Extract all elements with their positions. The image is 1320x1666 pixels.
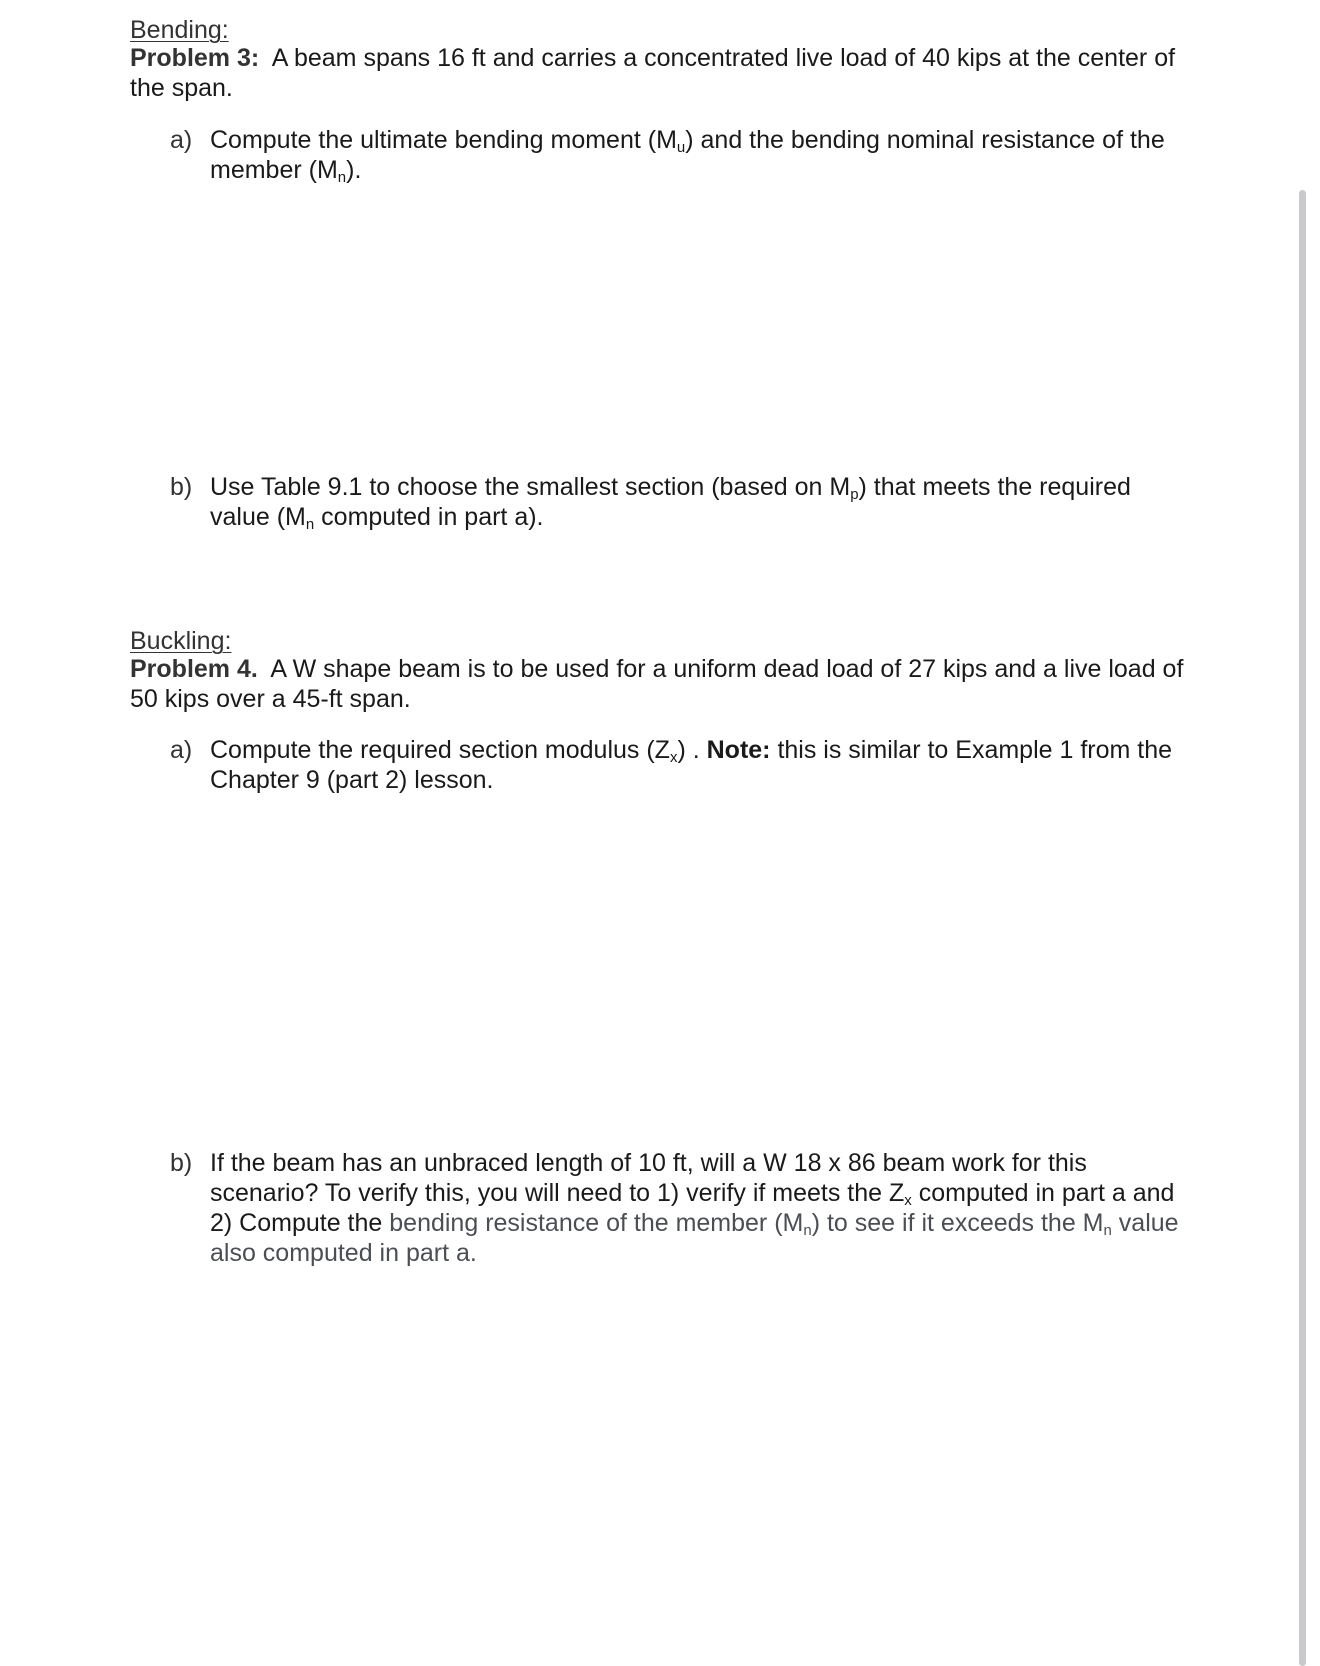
problem-3-part-a-text: Compute the ultimate bending moment $(M_u)$ and the bending nominal resistance of the member $(M_n)$. — [210, 126, 1165, 186]
problem-4-statement — [130, 654, 1190, 714]
part-b-label: b) — [170, 1149, 193, 1177]
problem-4-part-a-text: Compute the required section modulus $(Z_x)$ . Note: this is similar to Example 1 from the Chapter 9 (part 2) lesson. — [210, 736, 1173, 794]
problem-4-label: Problem 4. — [130, 655, 258, 683]
problem-4-part-a — [170, 735, 1190, 795]
part-a-label: a) — [170, 736, 193, 764]
problem-3-statement — [130, 43, 1190, 103]
problem-4-part-b-text: If the beam has an unbraced length of 10 ft, will a W 18 x 86 beam work for this scenario? To verify this, you will need to 1) verify if meets the $Z_x$ computed in part a and 2) Compute the bending resistance of the member $(M_n)$ to see if it exceeds the $M_n$ value also computed in part a. — [210, 1149, 1179, 1267]
note-label: Note: — [706, 736, 771, 764]
problem-3-part-b — [170, 472, 1190, 532]
bending-heading: Bending: — [130, 16, 229, 44]
problem-4-part-b — [170, 1148, 1190, 1268]
problem-4-text: A W shape beam is to be used for a uniform dead load of 27 kips and a live load of 50 kips over a 45-ft span. — [130, 655, 1184, 713]
problem-3-part-b-text: Use Table 9.1 to choose the smallest section (based on $M_p$) that meets the required value ($M_n$ computed in part a). — [210, 473, 1131, 533]
buckling-heading: Buckling: — [130, 627, 232, 655]
problem-3-label: Problem 3: — [130, 44, 260, 72]
part-a-label: a) — [170, 126, 193, 154]
part-b-label: b) — [170, 473, 193, 501]
problem-3-part-a — [170, 125, 1190, 185]
vertical-scrollbar[interactable] — [1299, 190, 1306, 1666]
problem-3-text: A beam spans 16 ft and carries a concentrated live load of 40 kips at the center of the span. — [130, 44, 1176, 102]
